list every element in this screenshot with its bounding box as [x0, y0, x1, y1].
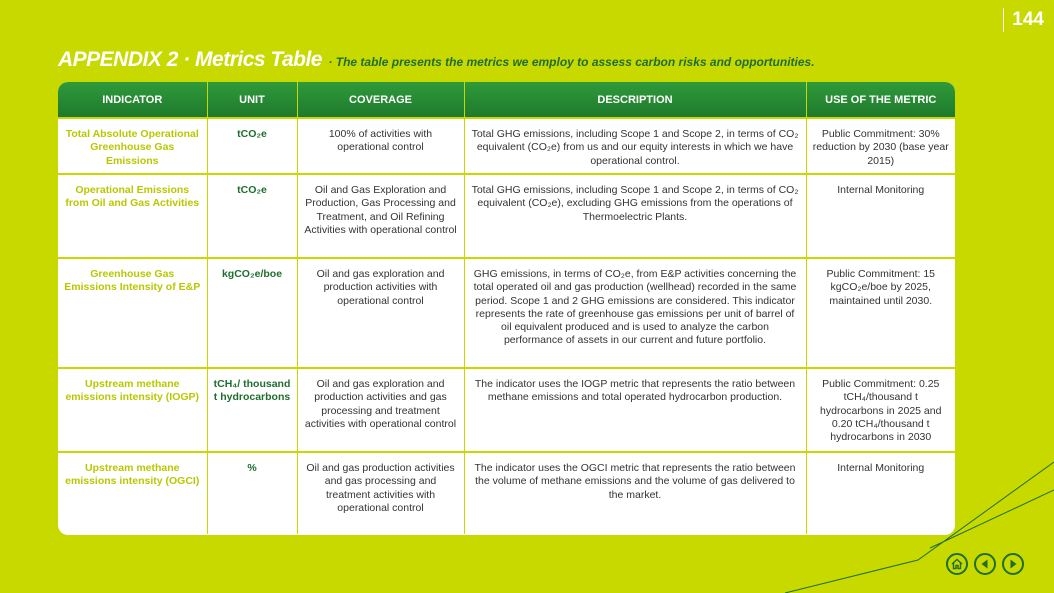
indicator-cell: Operational Emissions from Oil and Gas Activities: [58, 174, 207, 258]
description-cell: GHG emissions, in terms of CO₂e, from E&P activities concerning the total operated oil and gas production (wellhead) recorded in the same period. Scope 1 and 2 GHG emissions are considered. This indicator represents the rate of greenhouse gas emissions per unit of barrel of oil equivalent produced and is used to analyze the carbon performance of assets in our current and future portfolio.: [464, 258, 806, 368]
unit-cell: kgCO₂e/boe: [207, 258, 297, 368]
use-cell: Public Commitment: 30% reduction by 2030 (base year 2015): [806, 118, 955, 174]
description-cell: The indicator uses the OGCI metric that represents the ratio between the volume of methane emissions and the volume of gas delivered to the market.: [464, 452, 806, 534]
use-cell: Internal Monitoring: [806, 452, 955, 534]
table-header-row: [58, 82, 955, 118]
metrics-table: [58, 82, 955, 535]
chevron-right-icon: [1007, 558, 1019, 570]
page-title: APPENDIX 2 · Metrics Table: [58, 48, 322, 71]
use-cell: Public Commitment: 0.25 tCH₄/thousand t hydrocarbons in 2025 and 0.20 tCH₄/thousand t hydrocarbons in 2030: [806, 368, 955, 452]
column-header-description: DESCRIPTION: [464, 82, 806, 118]
unit-cell: tCH₄/ thousand t hydrocarbons: [207, 368, 297, 452]
column-header-unit: UNIT: [207, 82, 297, 118]
table-row: [58, 174, 955, 258]
column-header-indicator: INDICATOR: [58, 82, 207, 118]
description-cell: The indicator uses the IOGP metric that represents the ratio between methane emissions and total operated hydrocarbon production.: [464, 368, 806, 452]
indicator-cell: Total Absolute Operational Greenhouse Gas Emissions: [58, 118, 207, 174]
page-number: 144: [1003, 8, 1044, 32]
indicator-cell: Upstream methane emissions intensity (IOGP): [58, 368, 207, 452]
home-icon: [951, 558, 963, 570]
coverage-cell: Oil and gas production activities and gas processing and treatment activities with operational control: [297, 452, 464, 534]
page-heading: [58, 48, 958, 72]
coverage-cell: Oil and gas exploration and production activities and gas processing and treatment activities with operational control: [297, 368, 464, 452]
table-row: [58, 452, 955, 534]
table-row: [58, 118, 955, 174]
previous-page-button[interactable]: [974, 553, 996, 575]
unit-cell: %: [207, 452, 297, 534]
description-cell: Total GHG emissions, including Scope 1 and Scope 2, in terms of CO₂ equivalent (CO₂e), excluding GHG emissions from the operations of Thermoelectric Plants.: [464, 174, 806, 258]
table-row: [58, 258, 955, 368]
indicator-cell: Greenhouse Gas Emissions Intensity of E&P: [58, 258, 207, 368]
indicator-cell: Upstream methane emissions intensity (OGCI): [58, 452, 207, 534]
use-cell: Internal Monitoring: [806, 174, 955, 258]
coverage-cell: 100% of activities with operational control: [297, 118, 464, 174]
page-subtitle: · The table presents the metrics we employ to assess carbon risks and opportunities.: [328, 55, 815, 69]
coverage-cell: Oil and gas exploration and production activities with operational control: [297, 258, 464, 368]
coverage-cell: Oil and Gas Exploration and Production, Gas Processing and Treatment, and Oil Refining Activities with operational control: [297, 174, 464, 258]
column-header-use: USE OF THE METRIC: [806, 82, 955, 118]
use-cell: Public Commitment: 15 kgCO₂e/boe by 2025, maintained until 2030.: [806, 258, 955, 368]
unit-cell: tCO₂e: [207, 118, 297, 174]
unit-cell: tCO₂e: [207, 174, 297, 258]
home-button[interactable]: [946, 553, 968, 575]
page-navigation: [946, 553, 1024, 575]
next-page-button[interactable]: [1002, 553, 1024, 575]
column-header-coverage: COVERAGE: [297, 82, 464, 118]
chevron-left-icon: [979, 558, 991, 570]
description-cell: Total GHG emissions, including Scope 1 and Scope 2, in terms of CO₂ equivalent (CO₂e) from us and our equity interests in which we have operational control.: [464, 118, 806, 174]
table-row: [58, 368, 955, 452]
